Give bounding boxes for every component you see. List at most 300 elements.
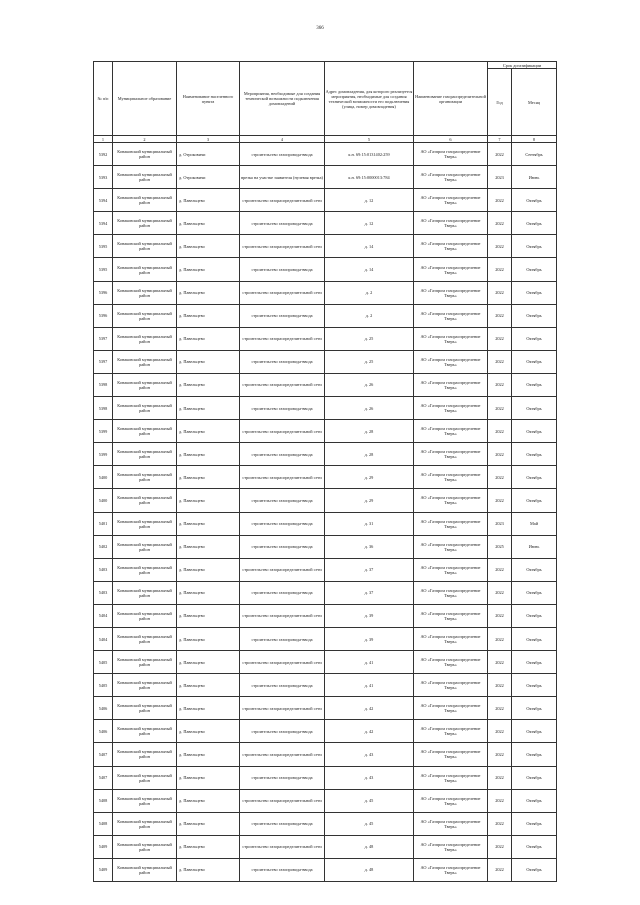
year-cell: 2022 [488,235,512,258]
year-cell: 2022 [488,651,512,674]
row-number: 5395 [94,235,113,258]
table-row [94,627,557,650]
municipality-cell: Конаковский муниципальный район [113,743,177,766]
month-cell: Октябрь [512,304,557,327]
measure-cell: строительство газопровода-ввода [240,304,325,327]
municipality-cell: Конаковский муниципальный район [113,489,177,512]
municipality-cell: Конаковский муниципальный район [113,166,177,189]
table-row [94,281,557,304]
measure-cell: строительство газопровода-ввода [240,858,325,881]
organization-cell: АО «Газпром газораспределение Тверь» [414,604,488,627]
settlement-cell: д. Павельцево [177,558,240,581]
organization-cell: АО «Газпром газораспределение Тверь» [414,350,488,373]
table-row [94,697,557,720]
settlement-cell: д. Павельцево [177,858,240,881]
table-row [94,674,557,697]
row-number: 5406 [94,720,113,743]
address-cell: д. 12 [325,189,414,212]
address-cell: д. 45 [325,789,414,812]
measure-cell: строительство газопровода-ввода [240,397,325,420]
column-number: 8 [512,136,557,143]
municipality-cell: Конаковский муниципальный район [113,373,177,396]
month-cell: Октябрь [512,189,557,212]
measure-cell: строительство газораспределительной сети [240,189,325,212]
row-number: 5400 [94,466,113,489]
year-cell: 2022 [488,627,512,650]
table-row [94,466,557,489]
measure-cell: строительство газопровода-ввода [240,489,325,512]
organization-cell: АО «Газпром газораспределение Тверь» [414,512,488,535]
year-cell: 2022 [488,443,512,466]
row-number: 5409 [94,858,113,881]
organization-cell: АО «Газпром газораспределение Тверь» [414,166,488,189]
header-measures: Мероприятия, необходимые для создания технической возможности подключения домовладений [240,62,325,136]
column-number: 1 [94,136,113,143]
settlement-cell: д. Павельцево [177,443,240,466]
address-cell: д. 31 [325,512,414,535]
organization-cell: АО «Газпром газораспределение Тверь» [414,143,488,166]
month-cell: Октябрь [512,235,557,258]
month-cell: Октябрь [512,558,557,581]
measure-cell: строительство газораспределительной сети [240,373,325,396]
measure-cell: строительство газопровода-ввода [240,512,325,535]
year-cell: 2022 [488,674,512,697]
year-cell: 2022 [488,420,512,443]
address-cell: д. 28 [325,443,414,466]
measure-cell: строительство газопровода-ввода [240,443,325,466]
organization-cell: АО «Газпром газораспределение Тверь» [414,466,488,489]
address-cell: д. 41 [325,674,414,697]
header-municipality: Муниципальное образование [113,62,177,136]
month-cell: Октябрь [512,674,557,697]
municipality-cell: Конаковский муниципальный район [113,512,177,535]
organization-cell: АО «Газпром газораспределение Тверь» [414,258,488,281]
measure-cell: строительство газопровода-ввода [240,581,325,604]
municipality-cell: Конаковский муниципальный район [113,327,177,350]
year-cell: 2022 [488,558,512,581]
address-cell: д. 14 [325,235,414,258]
month-cell: Октябрь [512,766,557,789]
table-row [94,835,557,858]
header-deadline: Срок догазификации [488,62,557,69]
organization-cell: АО «Газпром газораспределение Тверь» [414,281,488,304]
organization-cell: АО «Газпром газораспределение Тверь» [414,697,488,720]
year-cell: 2022 [488,858,512,881]
municipality-cell: Конаковский муниципальный район [113,143,177,166]
row-number: 5399 [94,420,113,443]
municipality-cell: Конаковский муниципальный район [113,235,177,258]
month-cell: Октябрь [512,858,557,881]
settlement-cell: д. Павельцево [177,235,240,258]
organization-cell: АО «Газпром газораспределение Тверь» [414,720,488,743]
municipality-cell: Конаковский муниципальный район [113,397,177,420]
row-number: 5403 [94,581,113,604]
municipality-cell: Конаковский муниципальный район [113,350,177,373]
month-cell: Октябрь [512,789,557,812]
month-cell: Октябрь [512,489,557,512]
measure-cell: строительство газораспределительной сети [240,466,325,489]
municipality-cell: Конаковский муниципальный район [113,789,177,812]
municipality-cell: Конаковский муниципальный район [113,858,177,881]
organization-cell: АО «Газпром газораспределение Тверь» [414,212,488,235]
year-cell: 2022 [488,766,512,789]
organization-cell: АО «Газпром газораспределение Тверь» [414,835,488,858]
municipality-cell: Конаковский муниципальный район [113,420,177,443]
row-number: 5403 [94,558,113,581]
organization-cell: АО «Газпром газораспределение Тверь» [414,535,488,558]
year-cell: 2023 [488,166,512,189]
measure-cell: строительство газопровода-ввода [240,143,325,166]
measure-cell: строительство газопровода-ввода [240,258,325,281]
measure-cell: строительство газопровода-ввода [240,766,325,789]
address-cell: д. 36 [325,535,414,558]
municipality-cell: Конаковский муниципальный район [113,189,177,212]
header-month: Месяц [512,69,557,136]
municipality-cell: Конаковский муниципальный район [113,651,177,674]
organization-cell: АО «Газпром газораспределение Тверь» [414,189,488,212]
year-cell: 2022 [488,304,512,327]
settlement-cell: д. Павельцево [177,743,240,766]
settlement-cell: д. Павельцево [177,466,240,489]
organization-cell: АО «Газпром газораспределение Тверь» [414,304,488,327]
table-row [94,581,557,604]
month-cell: Октябрь [512,627,557,650]
municipality-cell: Конаковский муниципальный район [113,281,177,304]
measure-cell: строительство газораспределительной сети [240,743,325,766]
settlement-cell: д. Павельцево [177,489,240,512]
month-cell: Октябрь [512,281,557,304]
table-row [94,604,557,627]
year-cell: 2022 [488,581,512,604]
municipality-cell: Конаковский муниципальный район [113,697,177,720]
settlement-cell: д. Павельцево [177,397,240,420]
year-cell: 2022 [488,697,512,720]
month-cell: Октябрь [512,466,557,489]
month-cell: Октябрь [512,443,557,466]
organization-cell: АО «Газпром газораспределение Тверь» [414,489,488,512]
municipality-cell: Конаковский муниципальный район [113,835,177,858]
organization-cell: АО «Газпром газораспределение Тверь» [414,327,488,350]
table-row [94,166,557,189]
measure-cell: строительство газопровода-ввода [240,535,325,558]
table-row [94,535,557,558]
measure-cell: строительство газопровода-ввода [240,350,325,373]
month-cell: Октябрь [512,604,557,627]
measure-cell: строительство газораспределительной сети [240,558,325,581]
settlement-cell: д. Павельцево [177,189,240,212]
table-row [94,373,557,396]
table-row [94,720,557,743]
month-cell: Октябрь [512,258,557,281]
address-cell: д. 29 [325,489,414,512]
month-cell: Май [512,512,557,535]
year-cell: 2022 [488,143,512,166]
year-cell: 2022 [488,189,512,212]
month-cell: Октябрь [512,397,557,420]
address-cell: д. 2 [325,281,414,304]
table-row [94,558,557,581]
month-cell: Октябрь [512,350,557,373]
measure-cell: врезка на участке заявителя (нулевая врезка) [240,166,325,189]
year-cell: 2022 [488,835,512,858]
table-row [94,212,557,235]
municipality-cell: Конаковский муниципальный район [113,674,177,697]
organization-cell: АО «Газпром газораспределение Тверь» [414,373,488,396]
table-row [94,443,557,466]
settlement-cell: д. Павельцево [177,420,240,443]
measure-cell: строительство газораспределительной сети [240,604,325,627]
month-cell: Октябрь [512,373,557,396]
table-row [94,489,557,512]
settlement-cell: д. Павельцево [177,373,240,396]
settlement-cell: д. Павельцево [177,350,240,373]
row-number: 5399 [94,443,113,466]
settlement-cell: д. Павельцево [177,651,240,674]
organization-cell: АО «Газпром газораспределение Тверь» [414,581,488,604]
measure-cell: строительство газораспределительной сети [240,835,325,858]
column-number: 3 [177,136,240,143]
settlement-cell: д. Павельцево [177,212,240,235]
row-number: 5394 [94,212,113,235]
row-number: 5396 [94,281,113,304]
settlement-cell: д. Павельцево [177,789,240,812]
measure-cell: строительство газопровода-ввода [240,812,325,835]
address-cell: д. 2 [325,304,414,327]
header-organization: Наименование газораспределительной организации [414,62,488,136]
settlement-cell: д. Павельцево [177,258,240,281]
row-number: 5407 [94,743,113,766]
municipality-cell: Конаковский муниципальный район [113,535,177,558]
settlement-cell: д. Павельцево [177,604,240,627]
row-number: 5398 [94,373,113,396]
row-number: 5398 [94,397,113,420]
municipality-cell: Конаковский муниципальный район [113,812,177,835]
organization-cell: АО «Газпром газораспределение Тверь» [414,812,488,835]
row-number: 5397 [94,327,113,350]
settlement-cell: д. Павельцево [177,720,240,743]
column-number: 7 [488,136,512,143]
table-row [94,858,557,881]
month-cell: Октябрь [512,743,557,766]
address-cell: д. 42 [325,697,414,720]
address-cell: д. 37 [325,581,414,604]
municipality-cell: Конаковский муниципальный район [113,581,177,604]
table-row [94,258,557,281]
settlement-cell: д. Павельцево [177,535,240,558]
municipality-cell: Конаковский муниципальный район [113,720,177,743]
table-row [94,327,557,350]
month-cell: Октябрь [512,697,557,720]
month-cell: Октябрь [512,327,557,350]
column-number: 2 [113,136,177,143]
month-cell: Октябрь [512,651,557,674]
row-number: 5397 [94,350,113,373]
header-address: Адрес домовладения, для которого реализуется мероприятия, необходимые для создания технической возможности его подключения (улица, номер домовладения) [325,62,414,136]
table-row [94,812,557,835]
header-year: Год [488,69,512,136]
settlement-cell: д. Отроковичи [177,166,240,189]
municipality-cell: Конаковский муниципальный район [113,304,177,327]
organization-cell: АО «Газпром газораспределение Тверь» [414,743,488,766]
year-cell: 2023 [488,512,512,535]
address-cell: к.н. 69:15:0131402:259 [325,143,414,166]
measure-cell: строительство газораспределительной сети [240,420,325,443]
row-number: 5402 [94,535,113,558]
settlement-cell: д. Павельцево [177,581,240,604]
row-number: 5393 [94,166,113,189]
month-cell: Сентябрь [512,143,557,166]
year-cell: 2022 [488,604,512,627]
address-cell: д. 28 [325,420,414,443]
organization-cell: АО «Газпром газораспределение Тверь» [414,858,488,881]
year-cell: 2022 [488,281,512,304]
table-row [94,189,557,212]
month-cell: Октябрь [512,581,557,604]
settlement-cell: д. Павельцево [177,327,240,350]
month-cell: Октябрь [512,720,557,743]
settlement-cell: д. Отроковичи [177,143,240,166]
table-row [94,789,557,812]
address-cell: д. 39 [325,627,414,650]
address-cell: д. 26 [325,373,414,396]
organization-cell: АО «Газпром газораспределение Тверь» [414,420,488,443]
address-cell: д. 41 [325,651,414,674]
organization-cell: АО «Газпром газораспределение Тверь» [414,789,488,812]
settlement-cell: д. Павельцево [177,304,240,327]
row-number: 5401 [94,512,113,535]
year-cell: 2022 [488,350,512,373]
column-number: 4 [240,136,325,143]
settlement-cell: д. Павельцево [177,627,240,650]
address-cell: д. 37 [325,558,414,581]
table-row [94,743,557,766]
organization-cell: АО «Газпром газораспределение Тверь» [414,443,488,466]
table-row [94,304,557,327]
column-number: 6 [414,136,488,143]
table-row [94,143,557,166]
organization-cell: АО «Газпром газораспределение Тверь» [414,766,488,789]
row-number: 5405 [94,674,113,697]
municipality-cell: Конаковский муниципальный район [113,558,177,581]
year-cell: 2025 [488,535,512,558]
row-number: 5392 [94,143,113,166]
measure-cell: строительство газопровода-ввода [240,627,325,650]
municipality-cell: Конаковский муниципальный район [113,766,177,789]
measure-cell: строительство газораспределительной сети [240,327,325,350]
month-cell: Октябрь [512,420,557,443]
measure-cell: строительство газопровода-ввода [240,212,325,235]
row-number: 5407 [94,766,113,789]
organization-cell: АО «Газпром газораспределение Тверь» [414,627,488,650]
header-num: № п/п [94,62,113,136]
municipality-cell: Конаковский муниципальный район [113,604,177,627]
measure-cell: строительство газораспределительной сети [240,281,325,304]
address-cell: д. 12 [325,212,414,235]
measure-cell: строительство газораспределительной сети [240,789,325,812]
settlement-cell: д. Павельцево [177,812,240,835]
settlement-cell: д. Павельцево [177,697,240,720]
measure-cell: строительство газораспределительной сети [240,235,325,258]
row-number: 5406 [94,697,113,720]
year-cell: 2022 [488,789,512,812]
table-row [94,651,557,674]
table-row [94,766,557,789]
address-cell: д. 29 [325,466,414,489]
table-row [94,350,557,373]
year-cell: 2022 [488,212,512,235]
address-cell: д. 26 [325,397,414,420]
organization-cell: АО «Газпром газораспределение Тверь» [414,651,488,674]
month-cell: Октябрь [512,835,557,858]
settlement-cell: д. Павельцево [177,674,240,697]
row-number: 5404 [94,604,113,627]
settlement-cell: д. Павельцево [177,835,240,858]
year-cell: 2022 [488,812,512,835]
row-number: 5404 [94,627,113,650]
address-cell: д. 25 [325,350,414,373]
year-cell: 2022 [488,258,512,281]
settlement-cell: д. Павельцево [177,512,240,535]
year-cell: 2022 [488,327,512,350]
municipality-cell: Конаковский муниципальный район [113,443,177,466]
address-cell: д. 48 [325,835,414,858]
row-number: 5396 [94,304,113,327]
settlement-cell: д. Павельцево [177,281,240,304]
address-cell: д. 43 [325,766,414,789]
organization-cell: АО «Газпром газораспределение Тверь» [414,235,488,258]
year-cell: 2022 [488,720,512,743]
organization-cell: АО «Газпром газораспределение Тверь» [414,397,488,420]
address-cell: д. 39 [325,604,414,627]
gasification-table [93,61,557,882]
header-settlement: Наименование населенного пункта [177,62,240,136]
measure-cell: строительство газопровода-ввода [240,674,325,697]
settlement-cell: д. Павельцево [177,766,240,789]
row-number: 5400 [94,489,113,512]
organization-cell: АО «Газпром газораспределение Тверь» [414,558,488,581]
municipality-cell: Конаковский муниципальный район [113,212,177,235]
month-cell: Июнь [512,535,557,558]
address-cell: д. 25 [325,327,414,350]
table-row [94,397,557,420]
row-number: 5409 [94,835,113,858]
address-cell: д. 45 [325,812,414,835]
address-cell: д. 14 [325,258,414,281]
month-cell: Октябрь [512,812,557,835]
address-cell: к.н. 69:15:0000013:784 [325,166,414,189]
measure-cell: строительство газораспределительной сети [240,651,325,674]
municipality-cell: Конаковский муниципальный район [113,466,177,489]
column-number-row [94,136,557,143]
row-number: 5408 [94,789,113,812]
municipality-cell: Конаковский муниципальный район [113,627,177,650]
month-cell: Октябрь [512,212,557,235]
row-number: 5395 [94,258,113,281]
year-cell: 2022 [488,489,512,512]
address-cell: д. 48 [325,858,414,881]
year-cell: 2022 [488,466,512,489]
column-number: 5 [325,136,414,143]
year-cell: 2022 [488,373,512,396]
measure-cell: строительство газопровода-ввода [240,720,325,743]
organization-cell: АО «Газпром газораспределение Тверь» [414,674,488,697]
row-number: 5394 [94,189,113,212]
table-row [94,235,557,258]
row-number: 5408 [94,812,113,835]
row-number: 5405 [94,651,113,674]
page-number: 366 [316,26,324,31]
municipality-cell: Конаковский муниципальный район [113,258,177,281]
